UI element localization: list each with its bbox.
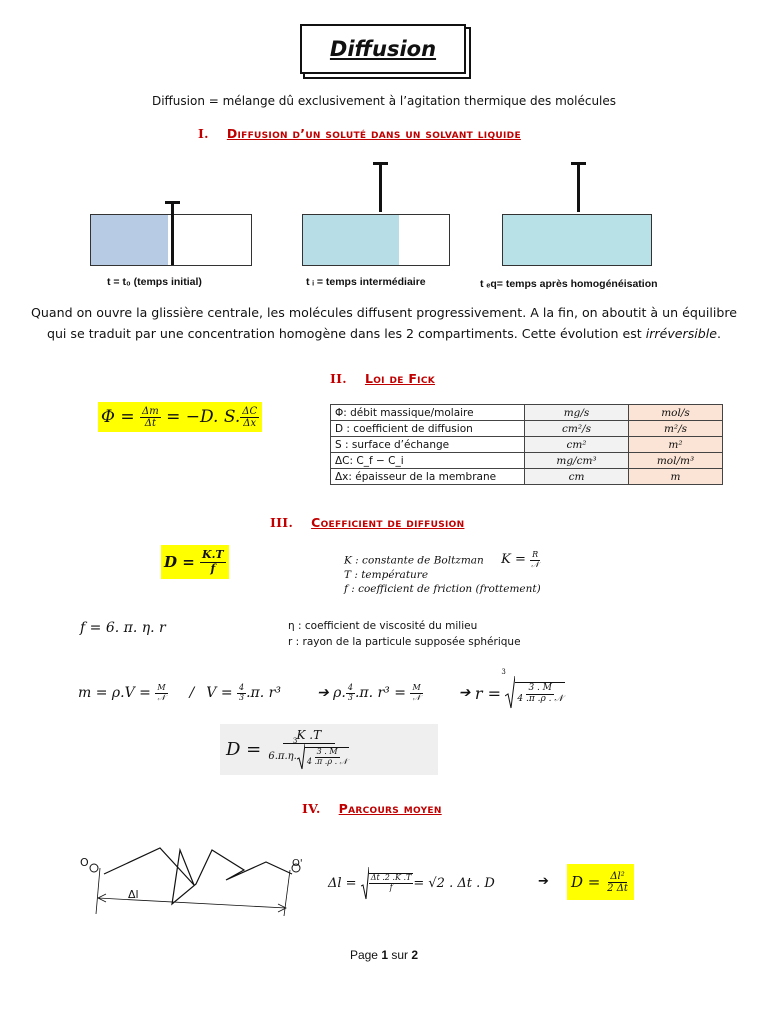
denominator: 3 xyxy=(347,692,353,702)
table-cell: D : coefficient de diffusion xyxy=(331,421,525,437)
fraction xyxy=(605,871,630,894)
denominator: 2 Δt xyxy=(607,882,628,894)
fraction xyxy=(305,748,350,767)
page-number: 1 xyxy=(381,948,388,962)
friction-formula: f = 6. π. η. r xyxy=(80,620,166,636)
fraction xyxy=(155,684,167,703)
arrow-icon: ➔ xyxy=(316,685,329,701)
section-number: II. xyxy=(330,371,347,386)
section-2-heading xyxy=(330,371,435,386)
denominator xyxy=(266,736,351,770)
friction-definition: f : coefficient de friction (frottement) xyxy=(344,583,541,595)
random-walk-diagram xyxy=(84,840,304,920)
label-origin: O xyxy=(80,856,89,869)
guide-line xyxy=(284,870,290,916)
fick-formula xyxy=(98,402,262,432)
section-number: III. xyxy=(270,515,294,530)
vessel-slider-handle xyxy=(165,201,180,204)
section-1-heading xyxy=(198,126,521,141)
cube-root xyxy=(292,736,350,770)
radical-sign xyxy=(505,676,515,710)
fraction xyxy=(369,874,414,893)
definition-text: K : constante de Boltzman xyxy=(344,554,484,567)
arrow-icon: ➔ xyxy=(458,685,471,701)
section-4-heading xyxy=(302,801,442,816)
title-banner xyxy=(300,24,466,74)
numerator: K .T xyxy=(283,729,336,743)
section-3-heading xyxy=(270,515,464,530)
vessel-fill xyxy=(303,215,399,265)
guide-line xyxy=(96,868,100,914)
root-index: 3 xyxy=(292,736,298,745)
viscosity-definition: η : coefficient de viscosité du milieu xyxy=(288,620,478,632)
paragraph xyxy=(30,302,738,344)
formula-lhs: D = xyxy=(226,739,262,760)
cube-root xyxy=(501,668,565,710)
numerator: 4 xyxy=(239,682,245,692)
fraction xyxy=(266,729,351,769)
origin-point xyxy=(90,864,98,872)
fraction xyxy=(140,406,161,429)
fraction xyxy=(200,549,226,574)
vessel-caption-intermediate: t ᵢ = temps intermédiaire xyxy=(306,276,426,288)
table-cell: cm² xyxy=(525,437,629,453)
table-cell: ΔC: C_f − C_i xyxy=(331,453,525,469)
fraction xyxy=(529,551,541,570)
table-cell: mg/cm³ xyxy=(525,453,629,469)
table-cell: S : surface d’échange xyxy=(331,437,525,453)
page-title: Diffusion xyxy=(329,37,437,61)
numerator: 3 . M xyxy=(528,682,552,693)
formula-text: m = ρ.V = xyxy=(78,685,151,701)
fraction xyxy=(410,684,422,703)
section-number: IV. xyxy=(302,801,321,816)
fraction xyxy=(515,684,565,705)
vessel-equilibrium xyxy=(502,214,652,266)
table-cell: Δx: épaisseur de la membrane xyxy=(331,469,525,485)
diffusion-coefficient-formula xyxy=(161,545,229,579)
table-cell: m² xyxy=(629,437,723,453)
formula-text: .π. r³ xyxy=(246,685,281,701)
formula-text: = √2 . Δt . D xyxy=(413,875,495,891)
mean-path-diffusion-formula xyxy=(567,864,634,900)
table-cell: mol/s xyxy=(629,405,723,421)
separator: / xyxy=(189,685,195,701)
page-total: 2 xyxy=(411,948,419,962)
table-row xyxy=(331,469,723,485)
mass-volume-line xyxy=(78,668,565,710)
vessel-slider xyxy=(577,162,580,212)
formula-lhs: D = xyxy=(164,553,195,571)
intro-text: Diffusion = mélange dû exclusivement à l’agitation thermique des molécules xyxy=(151,94,617,108)
vessel-slider xyxy=(379,162,382,212)
section-label: Loi de Fick xyxy=(364,371,436,386)
radicand xyxy=(369,873,414,893)
numerator: M xyxy=(412,682,421,692)
footer-text: sur xyxy=(388,948,412,962)
radical-sign xyxy=(361,866,369,900)
denominator: 4 .π .ρ . 𝒩 xyxy=(517,693,564,704)
table-row xyxy=(331,405,723,421)
section-label: Coefficient de diffusion xyxy=(311,515,465,530)
table-cell: m xyxy=(629,469,723,485)
numerator: Δm xyxy=(142,405,159,417)
page-footer xyxy=(0,948,768,962)
paragraph-text: Quand on ouvre la glissière centrale, les molécules diffusent progressivement. A la fin, on aboutit à un équilibre qui se traduit par une concentration homogène dans les 2 compartiments. Cette évolution est xyxy=(31,305,737,341)
numerator: Δl² xyxy=(610,870,625,882)
section-number: I. xyxy=(198,126,209,141)
fraction xyxy=(237,684,246,703)
section-label: Parcours moyen xyxy=(338,801,442,816)
fick-units-table xyxy=(330,404,723,485)
numerator: K.T xyxy=(202,548,224,562)
table-cell: Φ: débit massique/molaire xyxy=(331,405,525,421)
table-cell: mg/s xyxy=(525,405,629,421)
table-row xyxy=(331,421,723,437)
section-label: Diffusion d’un soluté dans un solvant liquide xyxy=(226,126,521,141)
table-row xyxy=(331,437,723,453)
denominator: 4 .π .ρ . 𝒩 xyxy=(306,756,348,766)
formula-lhs: Δl = xyxy=(328,875,357,891)
vessel-slider-handle xyxy=(571,162,586,165)
denominator: f xyxy=(210,561,216,575)
fraction xyxy=(346,684,355,703)
denominator: 𝒩 xyxy=(531,559,539,569)
formula-text: V = xyxy=(206,685,233,701)
label-delta-l: Δl xyxy=(128,888,139,901)
denominator: 3 xyxy=(239,692,245,702)
vessel-slider-handle xyxy=(373,162,388,165)
vessel-slider xyxy=(171,201,174,265)
final-diffusion-formula xyxy=(220,724,438,775)
table-cell: cm xyxy=(525,469,629,485)
numerator: R xyxy=(532,550,539,559)
numerator: 3 . M xyxy=(316,746,338,756)
numerator: Δt .2 .K .T xyxy=(370,873,412,883)
formula-lhs: K = xyxy=(501,552,526,568)
formula-lhs: D = xyxy=(571,873,601,891)
formula-lhs: Φ = xyxy=(101,407,135,427)
numerator: ΔC xyxy=(242,405,258,417)
denominator: f xyxy=(389,883,393,892)
vessel-initial xyxy=(90,214,252,266)
footer-text: Page xyxy=(349,948,382,962)
denominator: Δt xyxy=(144,417,156,429)
vessel-caption-equilibrium: t ₑq= temps après homogénéisation xyxy=(480,278,658,290)
paragraph-end: . xyxy=(717,326,722,341)
table-cell: mol/m³ xyxy=(629,453,723,469)
boltzmann-definition xyxy=(344,551,541,570)
radicand xyxy=(305,747,350,767)
numerator: M xyxy=(157,682,166,692)
formula-text: .π. r³ = xyxy=(354,685,406,701)
radicand xyxy=(515,682,565,705)
vessel-fill xyxy=(91,215,168,265)
denominator-text: 6.π.η. xyxy=(268,751,297,763)
radical-sign xyxy=(297,744,305,770)
formula-mid: = −D. S. xyxy=(166,407,241,427)
table-cell: cm²/s xyxy=(525,421,629,437)
table-row xyxy=(331,453,723,469)
fraction xyxy=(240,406,259,429)
numerator: 4 xyxy=(347,682,353,692)
denominator: Δx xyxy=(243,417,257,429)
arrow-icon: ➔ xyxy=(538,874,549,889)
table-cell: m²/s xyxy=(629,421,723,437)
mean-path-formula xyxy=(328,866,495,900)
formula-text: r = xyxy=(474,683,501,703)
vessel-intermediate xyxy=(302,214,450,266)
formula-text: ρ. xyxy=(333,685,346,701)
paragraph-emphasis: irréversible xyxy=(645,326,718,341)
temperature-definition: T : température xyxy=(344,569,429,581)
label-end: O' xyxy=(292,858,303,869)
denominator: 𝒩 xyxy=(157,692,166,702)
radius-definition: r : rayon de la particule supposée sphérique xyxy=(288,636,521,648)
delta-l-arrow xyxy=(98,898,286,908)
root-index: 3 xyxy=(501,668,506,676)
vessel-caption-initial: t = t₀ (temps initial) xyxy=(107,276,202,288)
denominator: 𝒩 xyxy=(412,692,421,702)
